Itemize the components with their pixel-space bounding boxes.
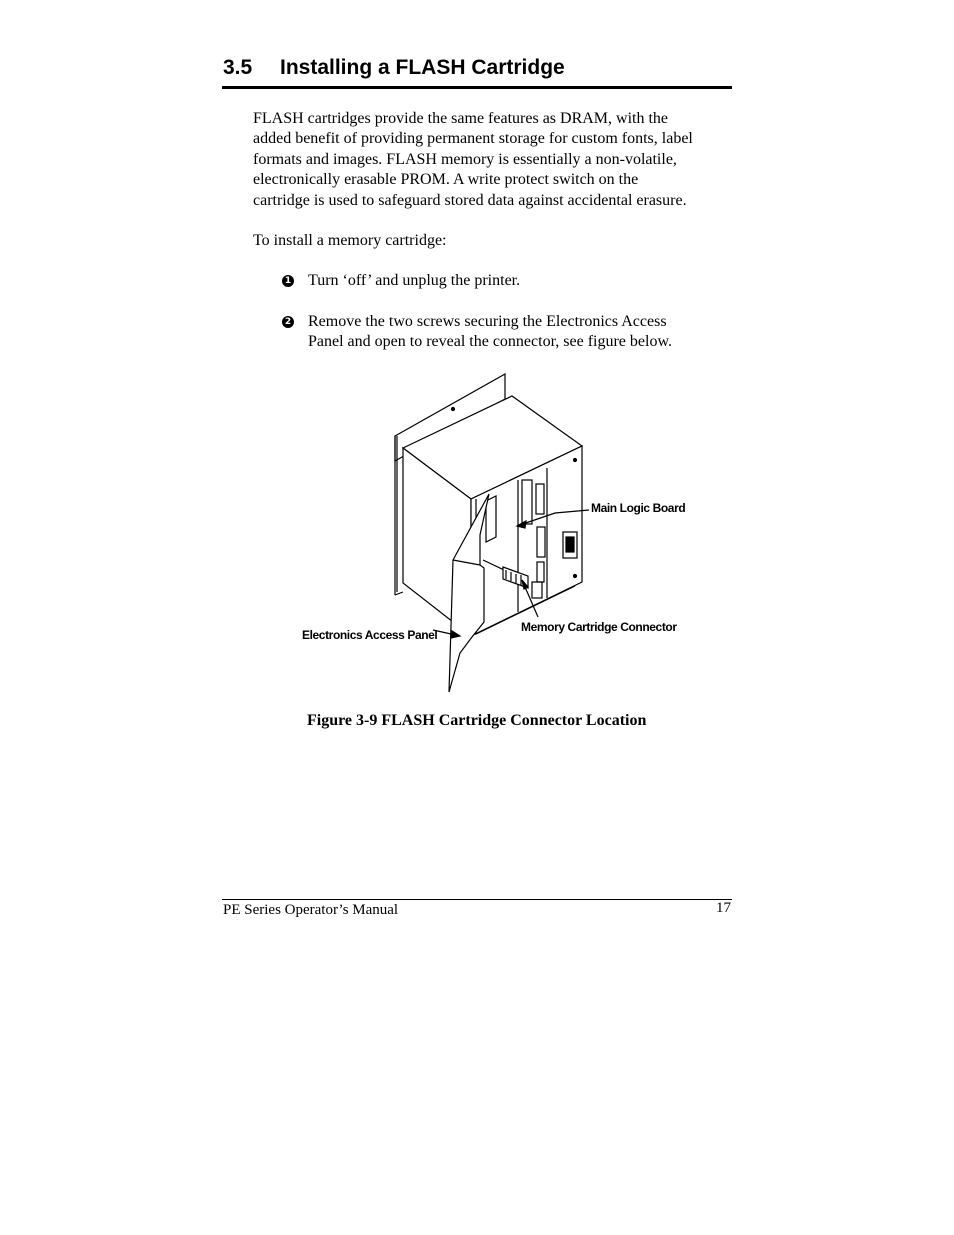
step-number-bullet: 2 <box>282 316 294 328</box>
section-heading <box>223 56 565 80</box>
intro-line: added benefit of providing permanent storage for custom fonts, label <box>253 130 693 148</box>
intro-line: cartridge is used to safeguard stored data against accidental erasure. <box>253 191 687 209</box>
figure-caption: Figure 3-9 FLASH Cartridge Connector Location <box>307 712 647 729</box>
footer-rule <box>222 899 732 900</box>
heading-rule <box>222 86 732 89</box>
step-line: Panel and open to reveal the connector, see figure below. <box>308 333 672 351</box>
memory-cartridge-connector-label: Memory Cartridge Connector <box>521 620 677 634</box>
step-number-bullet: 1 <box>282 275 294 287</box>
intro-line: electronically erasable PROM. A write protect switch on the <box>253 171 639 189</box>
printer-line-drawing <box>395 374 582 692</box>
section-number: 3.5 <box>223 56 253 79</box>
step-line: Turn ‘off’ and unplug the printer. <box>308 272 521 289</box>
intro-paragraph <box>253 109 731 211</box>
section-title: Installing a FLASH Cartridge <box>280 56 565 79</box>
step-item <box>282 312 732 356</box>
footer-manual-title: PE Series Operator’s Manual <box>223 902 399 918</box>
intro-line: formats and images. FLASH memory is essentially a non-volatile, <box>253 150 677 168</box>
footer-page-number: 17 <box>716 900 731 916</box>
main-logic-board-label: Main Logic Board <box>591 501 686 515</box>
step-item <box>282 271 732 293</box>
electronics-access-panel-label: Electronics Access Panel <box>302 628 438 642</box>
step-text <box>308 271 520 291</box>
lead-in-text: To install a memory cartridge: <box>253 232 447 249</box>
intro-line: FLASH cartridges provide the same features as DRAM, with the <box>253 110 669 127</box>
step-text <box>308 312 672 353</box>
printer-connector-figure <box>295 368 695 698</box>
step-line: Remove the two screws securing the Electronics Access <box>308 313 667 330</box>
